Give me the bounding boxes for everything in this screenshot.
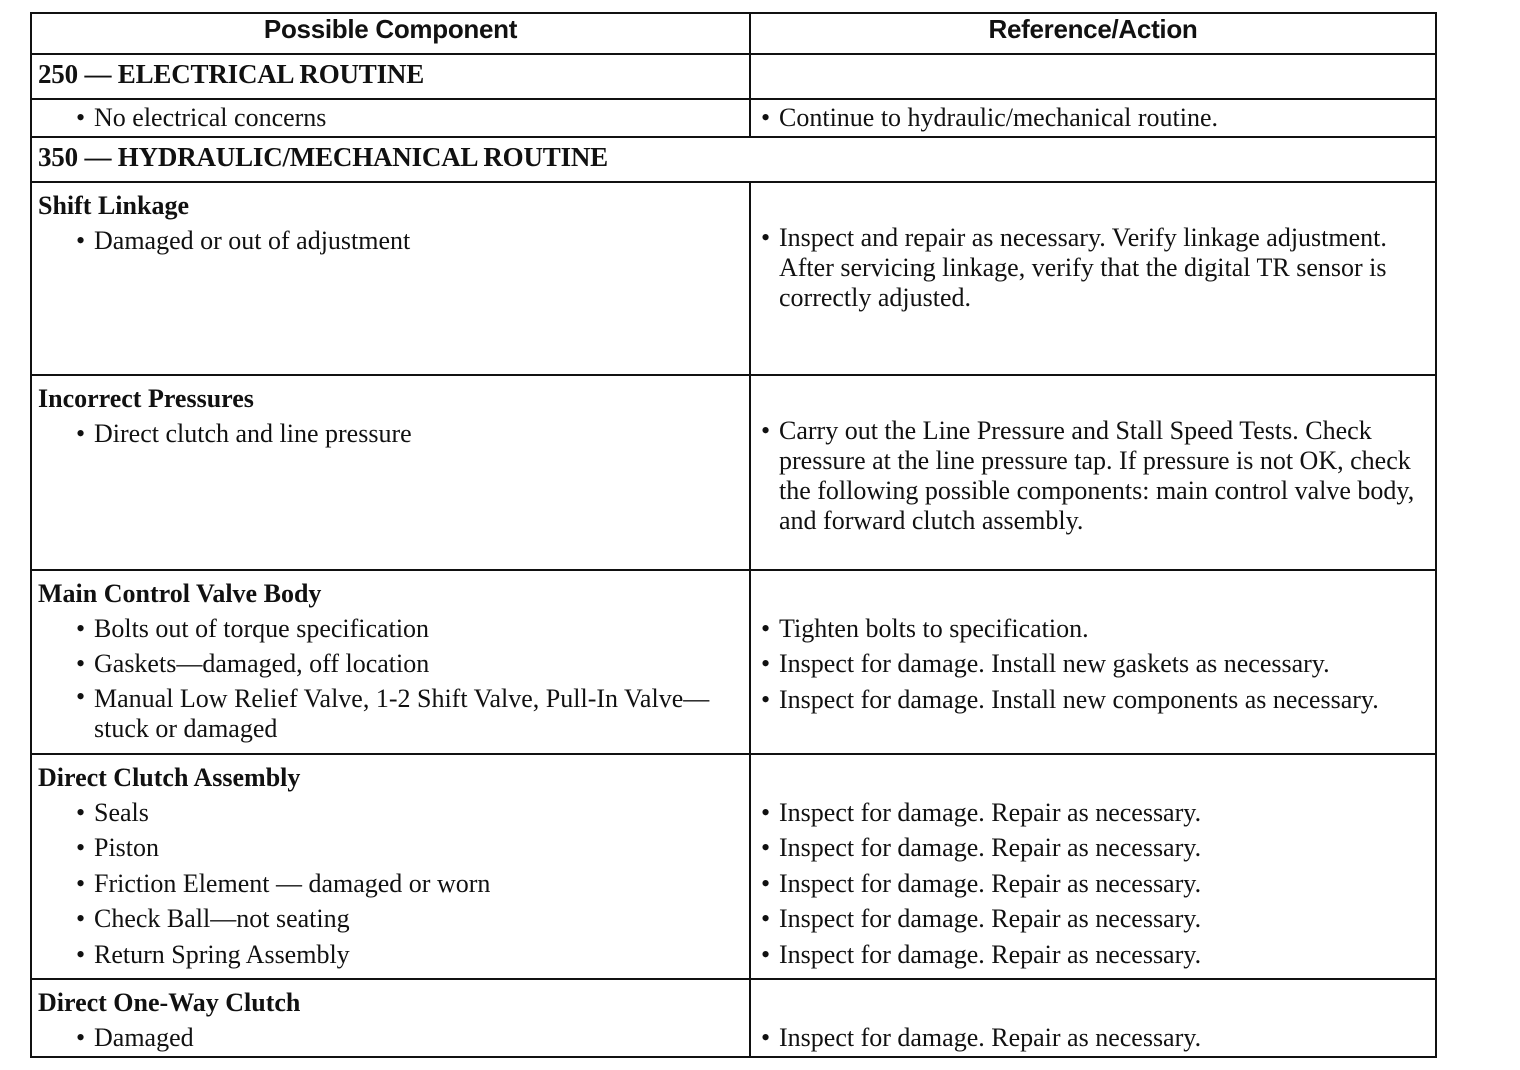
component-text: Seals bbox=[94, 797, 149, 827]
list-item bbox=[76, 1020, 749, 1056]
action-text: Inspect and repair as necessary. Verify linkage adjustment. After servicing linkage, verify that the digital TR sensor is correctly adjusted. bbox=[779, 222, 1387, 312]
bullet-icon: • bbox=[76, 649, 86, 678]
bullet-icon: • bbox=[76, 868, 86, 898]
component-text: Friction Element — damaged or worn bbox=[94, 868, 491, 898]
action-item bbox=[761, 416, 1427, 536]
bullet-icon: • bbox=[76, 904, 86, 933]
action-item bbox=[761, 611, 1427, 647]
routine-250-item-cell bbox=[31, 99, 750, 137]
action-item bbox=[761, 1020, 1427, 1056]
routine-250-title: 250 — ELECTRICAL ROUTINE bbox=[31, 54, 750, 99]
group-row-shift-linkage bbox=[31, 182, 1436, 375]
list-item bbox=[76, 682, 749, 747]
component-text: Return Spring Assembly bbox=[94, 939, 350, 969]
bullet-icon: • bbox=[761, 939, 771, 969]
bullet-icon: • bbox=[76, 613, 86, 643]
group-component-cell bbox=[31, 754, 750, 980]
action-text: Inspect for damage. Repair as necessary. bbox=[779, 1023, 1202, 1052]
bullet-icon: • bbox=[761, 103, 771, 132]
action-item bbox=[761, 682, 1427, 718]
bullet-icon: • bbox=[761, 613, 771, 643]
list-item bbox=[76, 416, 749, 452]
component-text: Piston bbox=[94, 833, 160, 862]
group-component-cell bbox=[31, 375, 750, 570]
component-text: No electrical concerns bbox=[94, 103, 327, 132]
group-action-cell bbox=[750, 754, 1436, 980]
component-text: Check Ball—not seating bbox=[94, 904, 350, 933]
bullet-icon: • bbox=[76, 103, 86, 132]
bullet-icon: • bbox=[76, 833, 86, 862]
group-component-cell bbox=[31, 570, 750, 754]
component-text: Manual Low Relief Valve, 1-2 Shift Valve, Pull-In Valve—stuck or damaged bbox=[94, 683, 710, 743]
action-text: Continue to hydraulic/mechanical routine. bbox=[779, 103, 1218, 132]
list-item bbox=[76, 223, 749, 259]
group-action-cell bbox=[750, 979, 1436, 1057]
action-text: Inspect for damage. Repair as necessary. bbox=[779, 939, 1202, 969]
list-item bbox=[76, 830, 749, 866]
bullet-icon: • bbox=[761, 1023, 771, 1052]
list-item bbox=[76, 100, 749, 136]
group-row-main-control-valve-body bbox=[31, 570, 1436, 754]
group-action-cell bbox=[750, 570, 1436, 754]
bullet-icon: • bbox=[76, 797, 86, 827]
bullet-icon: • bbox=[761, 649, 771, 678]
component-text: Gaskets—damaged, off location bbox=[94, 649, 430, 678]
bullet-icon: • bbox=[76, 939, 86, 969]
group-action-cell bbox=[750, 182, 1436, 375]
component-text: Damaged bbox=[94, 1023, 194, 1052]
group-title: Incorrect Pressures bbox=[38, 383, 254, 413]
action-text: Inspect for damage. Repair as necessary. bbox=[779, 797, 1202, 827]
group-title: Main Control Valve Body bbox=[38, 578, 322, 608]
bullet-icon: • bbox=[76, 1023, 86, 1052]
bullet-icon: • bbox=[761, 222, 771, 252]
group-title: Direct One-Way Clutch bbox=[38, 988, 301, 1017]
list-item bbox=[76, 611, 749, 647]
bullet-icon: • bbox=[761, 904, 771, 933]
bullet-icon: • bbox=[76, 418, 86, 448]
action-item bbox=[761, 830, 1427, 866]
action-text: Tighten bolts to specification. bbox=[779, 613, 1089, 643]
group-title: Direct Clutch Assembly bbox=[38, 762, 301, 792]
group-row-direct-clutch-assembly bbox=[31, 754, 1436, 980]
action-item bbox=[761, 646, 1427, 682]
bullet-icon: • bbox=[761, 833, 771, 862]
diagnostic-table bbox=[30, 12, 1437, 1058]
component-text: Bolts out of torque specification bbox=[94, 613, 430, 643]
list-item bbox=[76, 795, 749, 831]
header-reference-action: Reference/Action bbox=[750, 13, 1436, 54]
action-item bbox=[761, 937, 1427, 973]
action-text: Inspect for damage. Install new gaskets as necessary. bbox=[779, 649, 1330, 678]
action-item bbox=[761, 795, 1427, 831]
bullet-icon: • bbox=[76, 681, 86, 711]
list-item bbox=[76, 901, 749, 937]
action-text: Inspect for damage. Install new components as necessary. bbox=[779, 684, 1379, 714]
group-title: Shift Linkage bbox=[38, 190, 189, 220]
component-text: Damaged or out of adjustment bbox=[94, 225, 411, 255]
bullet-icon: • bbox=[76, 225, 86, 255]
group-component-cell bbox=[31, 979, 750, 1057]
list-item bbox=[76, 646, 749, 682]
group-row-direct-one-way-clutch bbox=[31, 979, 1436, 1057]
group-component-cell bbox=[31, 182, 750, 375]
action-item bbox=[761, 901, 1427, 937]
header-row bbox=[31, 13, 1436, 54]
component-text: Direct clutch and line pressure bbox=[94, 418, 412, 448]
list-item bbox=[76, 937, 749, 973]
bullet-icon: • bbox=[761, 415, 771, 445]
action-item bbox=[761, 866, 1427, 902]
action-item bbox=[761, 223, 1427, 313]
routine-250-action-cell bbox=[750, 99, 1436, 137]
group-row-incorrect-pressures bbox=[31, 375, 1436, 570]
routine-250-row bbox=[31, 54, 1436, 99]
list-item bbox=[76, 866, 749, 902]
action-text: Inspect for damage. Repair as necessary. bbox=[779, 904, 1202, 933]
routine-350-title: 350 — HYDRAULIC/MECHANICAL ROUTINE bbox=[31, 137, 1436, 182]
action-text: Inspect for damage. Repair as necessary. bbox=[779, 868, 1202, 898]
action-item bbox=[761, 100, 1427, 136]
diagnostic-page bbox=[30, 12, 1435, 1052]
routine-250-empty-cell bbox=[750, 54, 1436, 99]
action-text: Inspect for damage. Repair as necessary. bbox=[779, 833, 1202, 862]
bullet-icon: • bbox=[761, 797, 771, 827]
routine-250-item-row bbox=[31, 99, 1436, 137]
bullet-icon: • bbox=[761, 684, 771, 714]
group-action-cell bbox=[750, 375, 1436, 570]
routine-350-row bbox=[31, 137, 1436, 182]
header-possible-component: Possible Component bbox=[31, 13, 750, 54]
bullet-icon: • bbox=[761, 868, 771, 898]
action-text: Carry out the Line Pressure and Stall Speed Tests. Check pressure at the line pressure tap. If pressure is not OK, check the following possible components: main control valve body, and forward clutch assembly. bbox=[779, 415, 1415, 535]
